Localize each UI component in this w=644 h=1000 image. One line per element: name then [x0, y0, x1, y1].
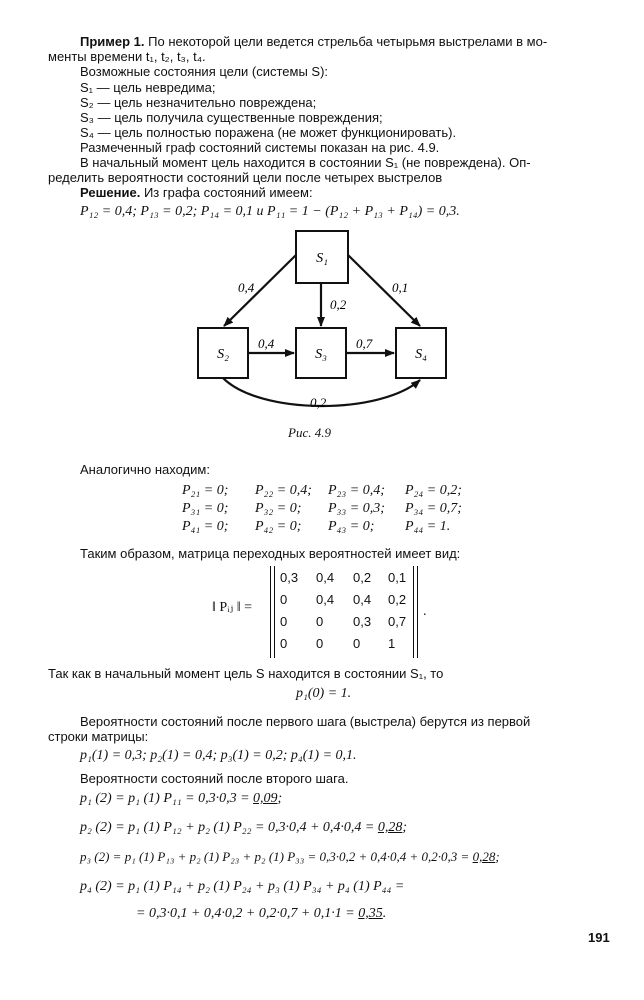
- intro-line-4: Размеченный граф состояний системы показан на рис. 4.9.: [80, 140, 440, 155]
- matrix-cell-2-2: 0,4: [316, 592, 335, 607]
- step2-eq-1: [80, 791, 282, 807]
- step2-eq-1-result: 0,09: [253, 791, 278, 806]
- step2-label: Вероятности состояний после второго шага.: [80, 771, 349, 786]
- analog-label: Аналогично находим:: [80, 462, 210, 477]
- analog-r2-c1: P₃₁ = 0;: [182, 501, 229, 516]
- analog-r1-c4: P₂₄ = 0,2;: [405, 483, 462, 498]
- intro-line-6: ределить вероятности состояний цели после четырех выстрелов: [48, 170, 443, 185]
- step1-line-2: строки матрицы:: [48, 729, 149, 744]
- analog-r1-c3: P₂₃ = 0,4;: [328, 483, 385, 498]
- matrix-cell-4-3: 0: [353, 636, 361, 651]
- step2-eq-3-body: p₃ (2) = p₁ (1) P₁₃ + p₂ (1) P₂₃ + p₂ (1) P₃₃ = 0,3·0,2 + 0,4·0,4 + 0,2·0,3 =: [80, 849, 473, 864]
- step2-eq-3-result: 0,28: [472, 849, 496, 864]
- step1-line-1: Вероятности состояний после первого шага (выстрела) берутся из первой: [80, 714, 531, 729]
- analog-r2-c4: P₃₄ = 0,7;: [405, 501, 462, 516]
- step2-eq-4a: p₄ (2) = p₁ (1) P₁₄ + p₂ (1) P₂₄ + p₃ (1) P₃₄ + p₄ (1) P₄₄ =: [80, 879, 405, 894]
- matrix-end: .: [423, 604, 427, 619]
- analog-r3-c4: P₄₄ = 1.: [405, 519, 451, 534]
- step1-equation: p₁(1) = 0,3; p₂(1) = 0,4; p₃(1) = 0,2; p₄(1) = 0,1.: [80, 748, 357, 763]
- step2-eq-1-body: p₁ (2) = p₁ (1) P₁₁ = 0,3·0,3 =: [80, 791, 254, 806]
- intro-line-3: Возможные состояния цели (системы S):: [80, 64, 329, 79]
- matrix-cell-3-1: 0: [280, 614, 288, 629]
- analog-r1-c1: P₂₁ = 0;: [182, 483, 229, 498]
- solution-line: [80, 185, 313, 200]
- matrix-cell-2-1: 0: [280, 592, 288, 607]
- solution-text: Из графа состояний имеем:: [140, 185, 313, 200]
- edge-s1-s4: [348, 255, 420, 326]
- matrix-cell-1-3: 0,2: [353, 570, 372, 585]
- solution-label: Решение.: [80, 185, 141, 200]
- analog-r1-c2: P₂₂ = 0,4;: [255, 483, 312, 498]
- edge-label-s2-s4: 0,2: [310, 395, 327, 410]
- matrix-cell-1-2: 0,4: [316, 570, 335, 585]
- intro-line-1: [80, 34, 547, 49]
- example-title: Пример 1.: [80, 34, 145, 49]
- page-number: 191: [588, 930, 610, 945]
- matrix-cell-4-1: 0: [280, 636, 288, 651]
- intro-text-1: По некоторой цели ведется стрельба четырьмя выстрелами в мо-: [144, 34, 548, 49]
- matrix-cell-2-3: 0,4: [353, 592, 372, 607]
- matrix-cell-3-3: 0,3: [353, 614, 372, 629]
- matrix-cell-1-4: 0,1: [388, 570, 407, 585]
- equation-first: P₁₂ = 0,4; P₁₃ = 0,2; P₁₄ = 0,1 и P₁₁ = 1 − (P₁₂ + P₁₃ + P₁₄) = 0,3.: [80, 204, 460, 219]
- step2-eq-4-end: .: [382, 906, 387, 921]
- intro-line-2: менты времени t₁, t₂, t₃, t₄.: [48, 49, 206, 64]
- analog-r3-c3: P₄₃ = 0;: [328, 519, 375, 534]
- edge-label-s1-s3: 0,2: [330, 297, 347, 312]
- analog-r3-c2: P₄₂ = 0;: [255, 519, 302, 534]
- initial-text: Так как в начальный момент цель S находится в состоянии S₁, то: [48, 666, 444, 681]
- figure-caption: Рис. 4.9: [288, 425, 331, 440]
- matrix-label: ‖ Pᵢⱼ ‖ =: [212, 600, 253, 615]
- step2-eq-2-end: ;: [402, 820, 408, 835]
- step2-eq-2: [80, 820, 407, 836]
- edge-label-s3-s4: 0,7: [356, 336, 373, 351]
- initial-equation: p₁(0) = 1.: [296, 686, 352, 701]
- matrix-cell-3-2: 0: [316, 614, 324, 629]
- node-s2-label: S₂: [217, 347, 229, 362]
- state-s2: S₂ — цель незначительно повреждена;: [80, 95, 317, 110]
- analog-r2-c2: P₃₂ = 0;: [255, 501, 302, 516]
- matrix-intro: Таким образом, матрица переходных вероятностей имеет вид:: [80, 546, 461, 561]
- matrix-right-bracket: [413, 566, 418, 658]
- step2-eq-2-result: 0,28: [377, 820, 403, 835]
- step2-eq-3: [80, 849, 500, 865]
- node-s1-label: S₁: [316, 251, 328, 266]
- step2-eq-4-result: 0,35: [358, 906, 383, 921]
- edge-label-s1-s2: 0,4: [238, 280, 255, 295]
- step2-eq-3-end: ;: [495, 849, 500, 864]
- intro-line-5: В начальный момент цель находится в состоянии S₁ (не повреждена). Оп-: [80, 155, 531, 170]
- state-graph: [180, 225, 470, 415]
- step2-eq-1-end: ;: [277, 791, 283, 806]
- edge-label-s1-s4: 0,1: [392, 280, 409, 295]
- node-s3-label: S₃: [315, 347, 327, 362]
- analog-r3-c1: P₄₁ = 0;: [182, 519, 229, 534]
- matrix-cell-1-1: 0,3: [280, 570, 299, 585]
- step2-eq-2-body: p₂ (2) = p₁ (1) P₁₂ + p₂ (1) P₂₂ = 0,3·0,4 + 0,4·0,4 =: [80, 820, 378, 835]
- matrix-left-bracket: [270, 566, 275, 658]
- analog-r2-c3: P₃₃ = 0,3;: [328, 501, 385, 516]
- edge-s1-s2: [224, 255, 296, 326]
- matrix-cell-2-4: 0,2: [388, 592, 407, 607]
- state-s3: S₃ — цель получила существенные повреждения;: [80, 110, 383, 125]
- step2-eq-4b: [136, 906, 386, 922]
- step2-eq-4b-body: = 0,3·0,1 + 0,4·0,2 + 0,2·0,7 + 0,1·1 =: [136, 906, 359, 921]
- edge-label-s2-s3: 0,4: [258, 336, 275, 351]
- state-s1: S₁ — цель невредима;: [80, 80, 216, 95]
- matrix-cell-4-2: 0: [316, 636, 324, 651]
- state-s4: S₄ — цель полностью поражена (не может функционировать).: [80, 125, 457, 140]
- matrix-cell-3-4: 0,7: [388, 614, 407, 629]
- node-s4-label: S₄: [415, 347, 427, 362]
- matrix-cell-4-4: 1: [388, 636, 396, 651]
